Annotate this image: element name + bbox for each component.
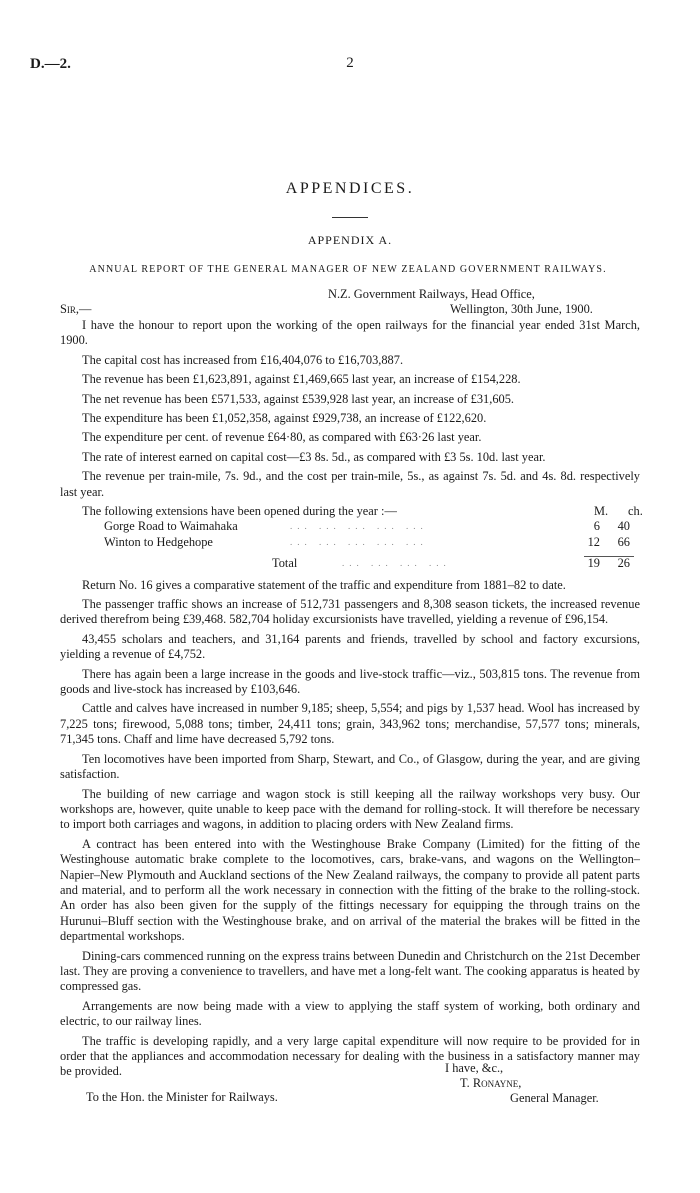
leader-dots: ... ... ... ... ... — [290, 536, 428, 547]
paragraph: Cattle and calves have increased in number 9,185; sheep, 5,554; and pigs by 1,537 head. Wool has increased by 7,225 tons; firewood, 5,088 tons; timber, 24,411 tons; grain, 343,962 tons; merchandise, 57,577 tons; minerals, 71,345 tons. Chaff and lime have decreased 5,792 tons. — [60, 701, 640, 747]
extensions-intro — [60, 504, 643, 519]
paragraph: There has again been a large increase in the goods and live-stock traffic—viz., 503,815 tons. The revenue from goods and live-stock has increased by £103,646. — [60, 666, 640, 697]
paragraph: 43,455 scholars and teachers, and 31,164 parents and friends, travelled by school and factory excursions, yielding a revenue of £4,752. — [60, 631, 640, 662]
chains-column-header: ch. — [628, 504, 643, 519]
extension-name: Winton to Hedgehope — [104, 534, 213, 549]
extension-chains: 66 — [617, 534, 630, 549]
paragraph: Ten locomotives have been imported from Sharp, Stewart, and Co., of Glasgow, during the year, and are giving satisfaction. — [60, 751, 640, 782]
paragraph: The net revenue has been £571,533, against £539,928 last year, an increase of £31,605. — [82, 391, 515, 406]
addressee: To the Hon. the Minister for Railways. — [86, 1090, 278, 1104]
extension-total-row — [60, 556, 640, 571]
total-label: Total — [272, 556, 298, 571]
leader-dots: ... ... ... ... — [342, 558, 451, 569]
paragraph: The expenditure has been £1,052,358, against £929,738, an increase of £122,620. — [82, 411, 487, 426]
report-heading: ANNUAL REPORT OF THE GENERAL MANAGER OF NEW ZEALAND GOVERNMENT RAILWAYS. — [89, 264, 607, 275]
title-rule — [332, 217, 368, 218]
signatory-title: General Manager. — [510, 1091, 599, 1105]
extension-row — [60, 519, 640, 534]
paragraph: Dining-cars commenced running on the express trains between Dunedin and Christchurch on the 21st December last. They are proving a convenience to travellers, and have met a long-felt want. The cooking apparatus is heated by compressed gas. — [60, 948, 640, 994]
paragraph: The expenditure per cent. of revenue £64·80, as compared with £63·26 last year. — [82, 430, 482, 445]
extension-row — [60, 535, 640, 550]
appendices-title: APPENDICES. — [285, 180, 415, 197]
paragraph: A contract has been entered into with the Westinghouse Brake Company (Limited) for the fitting of the Westinghouse automatic brake complete to the locomotives, cars, brake-vans, and wagons on the Wellington–Napier–New Plymouth and Auckland sections of the New Zealand railways, the company to provide all patent parts and material, and to perform all the work necessary in connection with the fitting of the brake to the rolling-stock. An order has also been given for the supply of the fittings necessary for equipping the through trains on the Hurunui–Bluff section with the Westinghouse brake, and on arrival of the material the brakes will be fitted in the departmental workshops. — [60, 836, 640, 944]
extension-miles: 12 — [587, 534, 600, 549]
paragraph: The building of new carriage and wagon stock is still keeping all the railway workshops very busy. Our workshops are, however, quite unable to keep pace with the demand for rolling-stock. It will therefore be necessary to import both carriages and wagons, in addition to placing orders with New Zealand firms. — [60, 786, 640, 832]
extension-chains: 40 — [617, 519, 630, 534]
salutation: Sir,— — [60, 302, 92, 316]
paragraph: The traffic is developing rapidly, and a very large capital expenditure will now require to be provided for in order that the appliances and accommodation necessary for dealing with the business in a satisfactory manner may be provided. — [60, 1033, 640, 1079]
appendix-label: APPENDIX A. — [307, 233, 393, 247]
extensions-intro-text: The following extensions have been opened during the year :— — [82, 504, 397, 519]
paragraph: The revenue per train-mile, 7s. 9d., and the cost per train-mile, 5s., as against 7s. 5d. and 4s. 8d. respectively last year. — [60, 469, 640, 499]
page-number: 2 — [346, 55, 354, 71]
closing-line: I have, &c., — [445, 1061, 504, 1075]
paragraph: The passenger traffic shows an increase of 512,731 passengers and 8,308 season tickets, the increased revenue derived therefrom being £39,468. 582,704 holiday excursionists have travelled, yielding a revenue of £96,154. — [60, 597, 640, 627]
paragraph: Return No. 16 gives a comparative statement of the traffic and expenditure from 1881–82 to date. — [82, 577, 566, 592]
leader-dots: ... ... ... ... ... — [290, 521, 428, 532]
address-line-1: N.Z. Government Railways, Head Office, — [328, 287, 535, 301]
paragraph: The revenue has been £1,623,891, against £1,469,665 last year, an increase of £154,228. — [82, 372, 521, 387]
total-chains: 26 — [617, 556, 630, 571]
extension-name: Gorge Road to Waimahaka — [104, 519, 238, 534]
report-body — [60, 318, 643, 1084]
extension-miles: 6 — [593, 519, 600, 534]
miles-column-header: M. — [594, 504, 609, 519]
address-line-2: Wellington, 30th June, 1900. — [450, 302, 593, 316]
paragraph: Arrangements are now being made with a view to applying the staff system of working, both ordinary and electric, to our railway lines. — [60, 998, 640, 1029]
document-code: D.—2. — [30, 56, 71, 72]
paragraph: I have the honour to report upon the working of the open railways for the financial year ended 31st March, 1900. — [60, 318, 640, 348]
paragraph: The rate of interest earned on capital cost—£3 8s. 5d., as compared with £3 5s. 10d. last year. — [82, 449, 546, 464]
total-miles: 19 — [587, 556, 600, 571]
signatory-name: T. Ronayne, — [460, 1076, 522, 1090]
paragraph: The capital cost has increased from £16,404,076 to £16,703,887. — [82, 352, 404, 367]
